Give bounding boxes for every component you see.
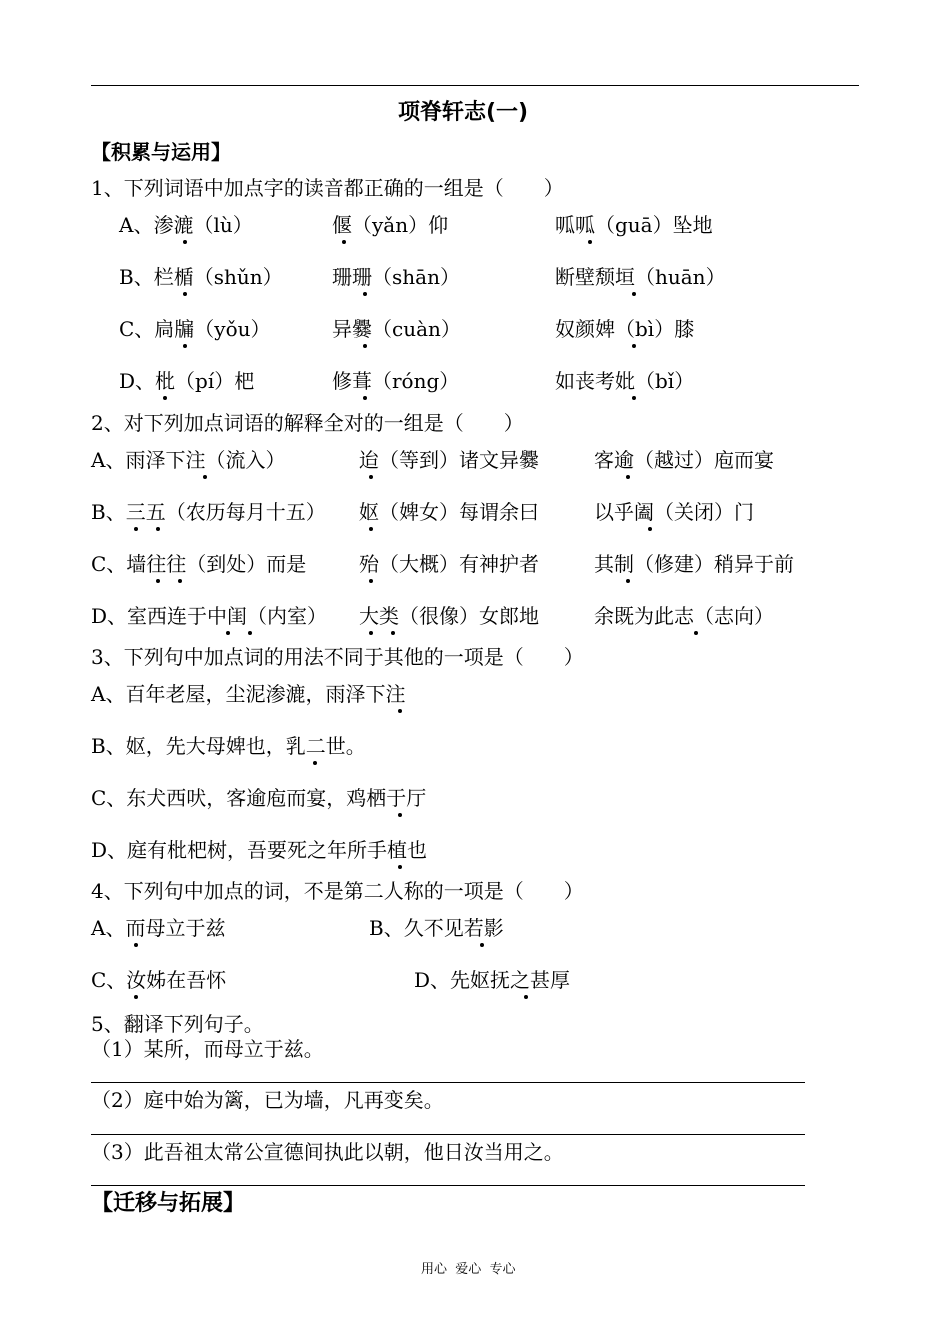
emphasis-dot (183, 240, 187, 244)
q4-option-b: B、久不见若影 (369, 916, 504, 940)
emphasis-dot (626, 579, 630, 583)
q1-option-b-3: 断壁颓垣（huān） (555, 265, 726, 289)
section-heading-extension: 【迁移与拓展】 (91, 1191, 246, 1216)
emphasis-dot (134, 995, 138, 999)
answer-line (91, 1185, 805, 1186)
emphasis-dot (391, 631, 395, 635)
q1-option-b-2: 珊珊（shān） (332, 265, 460, 289)
q1-option-c-1: C、扃牖（yǒu） (119, 317, 271, 341)
q1-option-a-1: A、渗漉（lù） (119, 213, 253, 237)
emphasis-dot (163, 396, 167, 400)
answer-line (91, 1134, 805, 1135)
q1-option-d-2: 修葺（róng） (332, 369, 460, 393)
q5-item-2: （2）庭中始为篱，已为墙，凡再变矣。 (91, 1088, 444, 1112)
emphasis-dot (342, 240, 346, 244)
q5-item-3: （3）此吾祖太常公宣德间执此以朝，他日汝当用之。 (91, 1140, 564, 1164)
emphasis-dot (313, 761, 317, 765)
answer-line (91, 1082, 805, 1083)
section-heading-accumulation: 【积累与运用】 (91, 140, 231, 164)
emphasis-dot (369, 579, 373, 583)
emphasis-dot (369, 475, 373, 479)
emphasis-dot (694, 631, 698, 635)
emphasis-dot (480, 943, 484, 947)
emphasis-dot (398, 813, 402, 817)
emphasis-dot (183, 292, 187, 296)
emphasis-dot (632, 396, 636, 400)
q3-option-b: B、妪，先大母婢也，乳二世。 (91, 734, 366, 758)
emphasis-dot (156, 579, 160, 583)
q4-stem: 4、下列句中加点的词，不是第二人称的一项是（ ） (91, 879, 584, 903)
q2-option-b-3: 以乎阖（关闭）门 (594, 500, 754, 524)
q2-option-b-1: B、三五（农历每月十五） (91, 500, 326, 524)
emphasis-dot (248, 631, 252, 635)
emphasis-dot (632, 344, 636, 348)
emphasis-dot (524, 995, 528, 999)
q3-option-c: C、东犬西吠，客逾庖而宴，鸡栖于厅 (91, 786, 427, 810)
emphasis-dot (203, 475, 207, 479)
q1-option-c-2: 异爨（cuàn） (332, 317, 461, 341)
q4-option-c: C、汝姊在吾怀 (91, 968, 227, 992)
q3-option-a: A、百年老屋，尘泥渗漉，雨泽下注 (91, 682, 406, 706)
q2-option-d-3: 余既为此志（志向） (594, 604, 774, 628)
emphasis-dot (183, 344, 187, 348)
q2-option-d-1: D、室西连于中闺（内室） (91, 604, 328, 628)
emphasis-dot (626, 475, 630, 479)
q1-option-a-2: 偃（yǎn）仰 (332, 213, 449, 237)
emphasis-dot (226, 631, 230, 635)
q2-option-c-1: C、墙往往（到处）而是 (91, 552, 307, 576)
q3-option-d: D、庭有枇杷树，吾要死之年所手植也 (91, 838, 428, 862)
emphasis-dot (363, 396, 367, 400)
page-footer: 用心 爱心 专心 (421, 1262, 516, 1277)
q2-option-a-1: A、雨泽下注（流入） (91, 448, 286, 472)
emphasis-dot (398, 709, 402, 713)
emphasis-dot (648, 527, 652, 531)
q2-option-c-3: 其制（修建）稍异于前 (594, 552, 794, 576)
q2-option-a-2: 迨（等到）诸文异爨 (359, 448, 539, 472)
q2-stem: 2、对下列加点词语的解释全对的一组是（ ） (91, 411, 524, 435)
emphasis-dot (134, 943, 138, 947)
q2-option-c-2: 殆（大概）有神护者 (359, 552, 539, 576)
emphasis-dot (398, 865, 402, 869)
q2-option-d-2: 大类（很像）女郎地 (359, 604, 539, 628)
top-rule (91, 85, 859, 86)
q1-option-c-3: 奴颜婢（bì）膝 (555, 317, 695, 341)
q5-stem: 5、翻译下列句子。 (91, 1012, 264, 1036)
q1-option-b-1: B、栏楯（shǔn） (119, 265, 283, 289)
q4-option-d: D、先妪抚之甚厚 (414, 968, 571, 992)
emphasis-dot (588, 240, 592, 244)
emphasis-dot (363, 292, 367, 296)
emphasis-dot (369, 527, 373, 531)
emphasis-dot (363, 344, 367, 348)
q1-stem: 1、下列词语中加点字的读音都正确的一组是（ ） (91, 176, 564, 200)
page-title: 项脊轩志(一) (398, 100, 529, 125)
q2-option-b-2: 妪（婢女）每谓余曰 (359, 500, 539, 524)
emphasis-dot (632, 292, 636, 296)
emphasis-dot (178, 579, 182, 583)
q4-option-a: A、而母立于兹 (91, 916, 226, 940)
emphasis-dot (369, 631, 373, 635)
q1-option-d-1: D、枇（pí）杷 (119, 369, 255, 393)
q2-option-a-3: 客逾（越过）庖而宴 (594, 448, 774, 472)
q1-option-d-3: 如丧考妣（bǐ） (555, 369, 695, 393)
q5-item-1: （1）某所，而母立于兹。 (91, 1037, 324, 1061)
q1-option-a-3: 呱呱（guā）坠地 (555, 213, 713, 237)
emphasis-dot (134, 527, 138, 531)
emphasis-dot (156, 527, 160, 531)
q3-stem: 3、下列句中加点词的用法不同于其他的一项是（ ） (91, 645, 584, 669)
